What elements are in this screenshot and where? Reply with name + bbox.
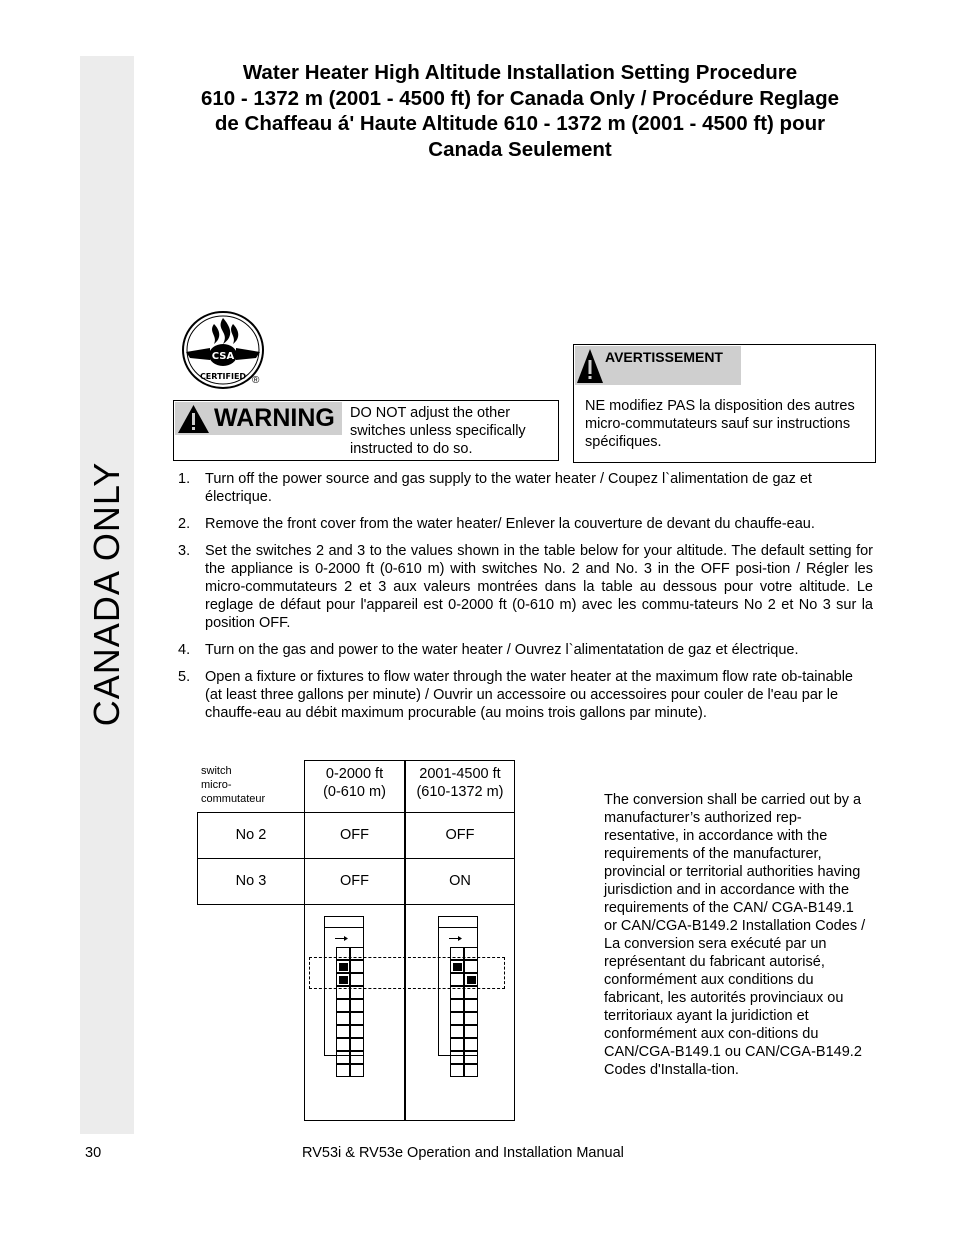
arrow-right-icon — [449, 936, 462, 941]
step-text: Remove the front cover from the water heater/ Enlever la couverture de devant du chauffe-eau. — [205, 516, 815, 532]
dip-switch-cell — [464, 1051, 478, 1064]
dip-switch-cell — [350, 1025, 364, 1038]
dip-switch-cell — [450, 1012, 464, 1025]
header-line: (610-1372 m) — [416, 784, 504, 800]
dip-switch-cell — [350, 1038, 364, 1051]
registered-mark: ® — [252, 375, 260, 386]
dip-switch-cell — [450, 1051, 464, 1064]
list-item — [178, 641, 873, 659]
step-text: Set the switches 2 and 3 to the values shown in the table below for your altitude. The default setting for the appliance is 0-2000 ft (0-610 m) with switches No. 2 and No. 3 in the OFF posi-tion / Régler les micro-commutateurs 2 et 3 aux valeurs montrées dans la table au dessous pour votre altitude. Le reglage de défaut pour l'appareil est 0-2000 ft (0-610 m) avec les commu-tateurs No 2 et No 3 sur la position OFF. — [205, 543, 873, 631]
warning-word: WARNING — [214, 404, 335, 432]
table-row-label: No 3 — [235, 873, 267, 889]
step-number: 2. — [178, 516, 191, 532]
table-header-high-altitude — [406, 765, 514, 801]
title-line: Canada Seulement — [428, 137, 612, 161]
dip-switch-cell — [464, 1025, 478, 1038]
dip-switch-cell — [336, 1038, 350, 1051]
conversion-note: The conversion shall be carried out by a manufacturer’s authorized rep-resentative, in accordance with the requirements of the manufacturer, provincial or territorial authorities having jurisdiction and in accordance with the requirements of the CAN/ CGA-B149.1 or CAN/CGA-B149.2 Installation Codes / La conversion sera exécuté par un représentant du fabricant autorisé, conformément aux conditions du fabricant, les autorités provinciaux ou territoriaux ayant la juridiction et conformément aux con-ditions du CAN/CGA-B149.1 ou CAN/CGA-B149.2 Codes d'Installa-tion. — [604, 792, 866, 1078]
dip-switch-cell — [350, 1012, 364, 1025]
avertissement-text: NE modifiez PAS la disposition des autres micro-commutateurs sauf sur instructions spécifiques. — [585, 398, 855, 450]
dip-switch-cell — [464, 1064, 478, 1077]
warning-text: DO NOT adjust the other switches unless specifically instructed to do so. — [350, 405, 526, 457]
title-line: 610 - 1372 m (2001 - 4500 ft) for Canada Only / Procédure Reglage — [200, 86, 840, 110]
dip-switch-cell — [336, 1025, 350, 1038]
step-number: 1. — [178, 471, 191, 487]
list-item — [178, 542, 873, 632]
step-number: 3. — [178, 543, 191, 559]
step-text: Turn off the power source and gas supply to the water heater / Coupez l`alimentation de gaz et électrique. — [205, 471, 812, 505]
dip-switch-cell — [336, 1012, 350, 1025]
dip-switch-cap — [438, 916, 478, 928]
warning-label — [175, 402, 342, 435]
table-border — [197, 812, 515, 813]
table-border — [404, 760, 406, 1121]
avertissement-label — [575, 346, 741, 385]
step-number: 4. — [178, 642, 191, 658]
list-item — [178, 470, 873, 506]
dip-switch-cell — [336, 1051, 350, 1064]
dip-switch-cell — [350, 1051, 364, 1064]
list-item — [178, 668, 873, 722]
procedure-steps — [178, 470, 873, 731]
table-border — [197, 904, 515, 905]
table-cell: ON — [449, 873, 471, 889]
header-line: (0-610 m) — [323, 784, 386, 800]
dip-switch-cell — [350, 1064, 364, 1077]
switch-label-line: commutateur — [201, 793, 266, 805]
sidebar-label: CANADA ONLY — [86, 461, 127, 727]
switch-label-line: micro- — [201, 779, 232, 791]
switch-label-line: switch — [201, 765, 232, 777]
header-line: 0-2000 ft — [325, 766, 384, 782]
dip-switch-cell — [336, 999, 350, 1012]
table-cell: OFF — [340, 873, 369, 889]
table-border — [304, 760, 515, 761]
arrow-right-icon — [335, 936, 348, 941]
table-header-low-altitude — [305, 765, 404, 801]
switch-highlight-box — [309, 957, 505, 989]
table-border — [197, 858, 515, 859]
header-line: 2001-4500 ft — [419, 766, 501, 782]
page-number: 30 — [85, 1145, 102, 1161]
dip-switch-cap — [324, 916, 364, 928]
dip-switch-cell — [336, 1064, 350, 1077]
switch-column-label — [201, 764, 265, 806]
step-text: Open a fixture or fixtures to flow water through the water heater at the maximum flow rate ob-tainable (at least three gallons per minute) / Ouvrir un accessoire ou accessoires pour couler de l'eau par le chauffe-eau au débit maximum procurable (au moins trois gallons par minute). — [205, 669, 853, 721]
dip-switch-cell — [464, 1038, 478, 1051]
table-border — [514, 760, 515, 1121]
table-cell: OFF — [445, 827, 475, 843]
footer-title: RV53i & RV53e Operation and Installation Manual — [302, 1145, 624, 1161]
avertissement-word: AVERTISSEMENT — [605, 349, 723, 365]
avertissement-box — [573, 344, 876, 463]
list-item — [178, 515, 873, 533]
title-line: Water Heater High Altitude Installation Setting Procedure — [242, 61, 798, 84]
table-border — [304, 760, 305, 1121]
page-title — [160, 60, 880, 162]
dip-switch-cell — [464, 1012, 478, 1025]
dip-switch-cell — [464, 999, 478, 1012]
step-number: 5. — [178, 669, 191, 685]
step-text: Turn on the gas and power to the water heater / Ouvrez l`alimentatation de gaz et électrique. — [205, 642, 799, 658]
table-row-label: No 2 — [235, 827, 267, 843]
table-cell: OFF — [340, 827, 369, 843]
warning-triangle-icon — [576, 348, 604, 384]
dip-switch-cell — [350, 999, 364, 1012]
warning-triangle-icon — [177, 404, 210, 434]
dip-switch-cell — [450, 1038, 464, 1051]
certified-text: CERTIFIED — [199, 372, 247, 381]
dip-switch-cell — [450, 999, 464, 1012]
table-border — [304, 1120, 515, 1121]
warning-box — [173, 400, 559, 461]
csa-letters: CSA — [211, 351, 235, 362]
title-line: de Chaffeau á' Haute Altitude 610 - 1372 m (2001 - 4500 ft) pour — [214, 112, 826, 135]
dip-switch-cell — [450, 1025, 464, 1038]
dip-switch-cell — [450, 1064, 464, 1077]
